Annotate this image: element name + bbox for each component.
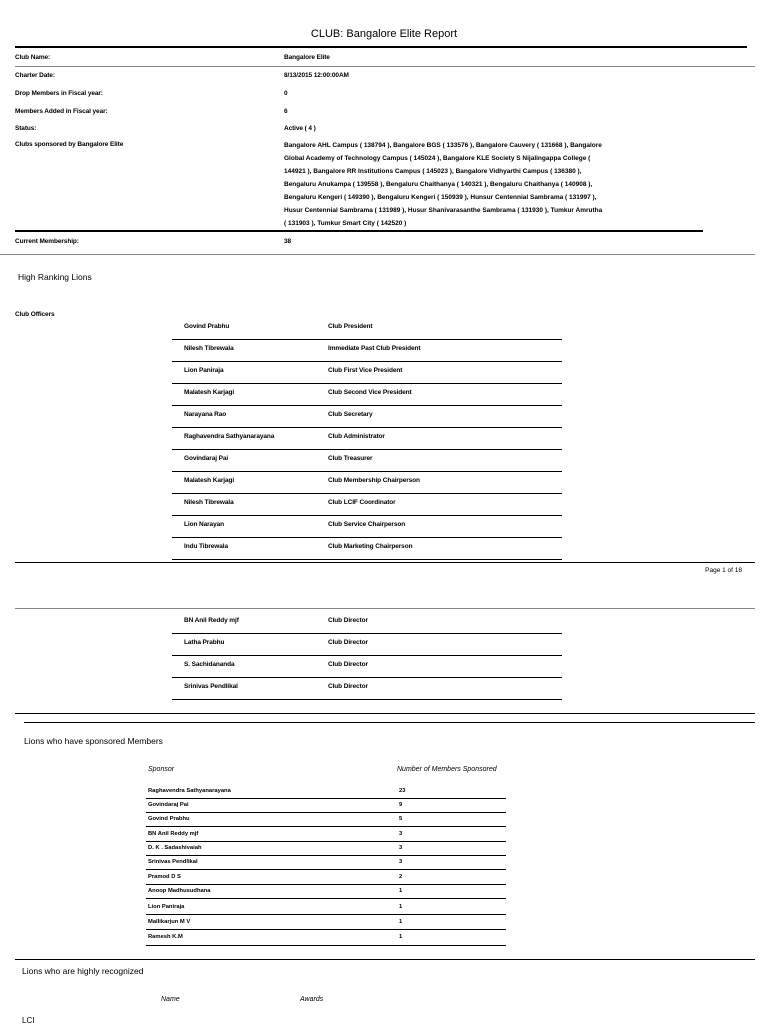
table-row-divider	[146, 929, 506, 930]
director-title: Club Director	[328, 683, 368, 690]
sponsor-count: 3	[399, 859, 403, 865]
sponsored-line: Bengaluru Kengeri ( 149390 ), Bengaluru Kengeri ( 150939 ), Hunsur Centennial Sambrama ( 131997 ),	[284, 194, 597, 201]
officer-title: Club Secretary	[328, 411, 373, 418]
row-divider	[15, 230, 703, 232]
sponsored-line: Bengaluru Anukampa ( 139558 ), Bengaluru Chaithanya ( 140321 ), Bengaluru Chaithanya ( 140908 ),	[284, 181, 593, 188]
table-row-divider	[146, 812, 506, 813]
info-label: Members Added in Fiscal year:	[15, 108, 108, 115]
awards-column-header: Awards	[300, 996, 324, 1003]
info-value: 8/13/2015 12:00:00AM	[284, 72, 349, 79]
table-row-divider	[146, 914, 506, 915]
sponsor-count: 2	[399, 874, 403, 880]
sponsor-name: BN Anil Reddy mjf	[148, 831, 199, 837]
officer-name: Indu Tibrewala	[184, 543, 228, 550]
table-row-divider	[172, 677, 562, 678]
current-membership-label: Current Membership:	[15, 238, 79, 245]
officer-name: Narayana Rao	[184, 411, 227, 418]
sponsor-count: 1	[399, 888, 403, 894]
table-row-divider	[146, 826, 506, 827]
section-divider	[15, 959, 755, 960]
officer-name: Malatesh Karjagi	[184, 389, 235, 396]
table-row-divider	[172, 471, 562, 472]
officer-title: Club Service Chairperson	[328, 521, 406, 528]
sponsored-line: 144921 ), Bangalore RR Institutions Campus ( 145023 ), Bangalore Vidhyarthi Campus ( 136380 ),	[284, 168, 582, 175]
info-value: 6	[284, 108, 288, 115]
count-column-header: Number of Members Sponsored	[397, 766, 497, 773]
officer-name: Malatesh Karjagi	[184, 477, 235, 484]
section-divider	[15, 713, 755, 714]
officer-title: Club President	[328, 323, 373, 330]
current-membership-value: 38	[284, 238, 292, 245]
table-row-divider	[172, 515, 562, 516]
high-ranking-heading: High Ranking Lions	[18, 272, 92, 282]
info-value: Bangalore Elite	[284, 54, 330, 61]
sponsored-members-heading: Lions who have sponsored Members	[24, 736, 163, 746]
officer-name: Nilesh Tibrewala	[184, 345, 234, 352]
officer-name: Govind Prabhu	[184, 323, 230, 330]
table-row-divider	[172, 633, 562, 634]
sponsor-count: 3	[399, 845, 403, 851]
officer-title: Club LCIF Coordinator	[328, 499, 396, 506]
officer-title: Club Treasurer	[328, 455, 373, 462]
officer-title: Club Membership Chairperson	[328, 477, 420, 484]
recognized-heading: Lions who are highly recognized	[22, 966, 144, 976]
table-row-divider	[172, 339, 562, 340]
sponsor-name: Govind Prabhu	[148, 816, 190, 822]
table-row-divider	[146, 945, 506, 946]
sponsor-column-header: Sponsor	[148, 766, 175, 773]
sponsored-line: Bangalore AHL Campus ( 138794 ), Bangalore BGS ( 133576 ), Bangalore Cauvery ( 131668 ), Bangalore	[284, 142, 602, 149]
page-title: CLUB: Bangalore Elite Report	[310, 28, 458, 40]
table-row-divider	[146, 869, 506, 870]
officer-title: Club Administrator	[328, 433, 385, 440]
sponsored-clubs-list	[284, 139, 684, 230]
name-column-header: Name	[161, 996, 180, 1003]
director-name: BN Anil Reddy mjf	[184, 617, 239, 624]
sponsor-name: Ramesh K.M	[148, 934, 183, 940]
table-row-divider	[172, 493, 562, 494]
sponsor-name: Lion Paniraja	[148, 904, 185, 910]
director-title: Club Director	[328, 617, 368, 624]
table-row-divider	[172, 405, 562, 406]
info-label: Charter Date:	[15, 72, 55, 79]
director-title: Club Director	[328, 661, 368, 668]
table-row-divider	[146, 884, 506, 885]
table-row-divider	[172, 699, 562, 700]
info-label: Status:	[15, 125, 37, 132]
table-row-divider	[146, 898, 506, 899]
title-divider	[15, 46, 747, 48]
sponsored-line: ( 131903 ), Tumkur Smart City ( 142520 )	[284, 220, 407, 227]
table-row-divider	[146, 841, 506, 842]
info-value: 0	[284, 90, 288, 97]
officer-title: Immediate Past Club President	[328, 345, 421, 352]
table-row-divider	[172, 537, 562, 538]
section-divider	[24, 722, 755, 723]
info-label: Drop Members in Fiscal year:	[15, 90, 103, 97]
sponsor-count: 23	[399, 788, 406, 794]
table-row-divider	[172, 383, 562, 384]
table-row-divider	[146, 855, 506, 856]
row-divider	[0, 254, 755, 255]
director-name: S. Sachidananda	[184, 661, 235, 668]
officer-name: Govindaraj Pai	[184, 455, 229, 462]
sponsored-line: Husur Centennial Sambrama ( 131989 ), Husur Shanivarasanthe Sambrama ( 131930 ), Tumkur Amrutha	[284, 207, 603, 214]
director-name: Latha Prabhu	[184, 639, 225, 646]
officer-name: Lion Narayan	[184, 521, 224, 528]
table-row-divider	[172, 427, 562, 428]
sponsor-count: 1	[399, 919, 403, 925]
sponsored-line: Global Academy of Technology Campus ( 145024 ), Bangalore KLE Society S Nijalingappa College (	[284, 155, 591, 162]
sponsor-name: Raghavendra Sathyanarayana	[148, 788, 231, 794]
sponsor-name: Govindaraj Pai	[148, 802, 189, 808]
sponsor-count: 5	[399, 816, 403, 822]
table-row-divider	[172, 361, 562, 362]
sponsor-name: D. K . Sadashivaiah	[148, 845, 202, 851]
table-row-divider	[172, 559, 562, 560]
sponsor-count: 1	[399, 904, 403, 910]
officer-name: Raghavendra Sathyanarayana	[184, 433, 275, 440]
officer-name: Nilesh Tibrewala	[184, 499, 234, 506]
director-title: Club Director	[328, 639, 368, 646]
info-label: Clubs sponsored by Bangalore Elite	[15, 141, 124, 148]
officer-title: Club Marketing Chairperson	[328, 543, 413, 550]
sponsor-name: Mallikarjun M V	[148, 919, 191, 925]
officer-title: Club First Vice President	[328, 367, 403, 374]
sponsor-count: 1	[399, 934, 403, 940]
lci-label: LCI	[22, 1016, 35, 1025]
row-divider	[15, 66, 755, 67]
page-footer-divider	[15, 562, 755, 563]
table-row-divider	[146, 798, 506, 799]
director-name: Srinivas Pendlikal	[184, 683, 238, 690]
info-label: Club Name:	[15, 54, 51, 61]
officer-title: Club Second Vice President	[328, 389, 412, 396]
sponsor-count: 9	[399, 802, 403, 808]
table-row-divider	[172, 655, 562, 656]
table-row-divider	[172, 449, 562, 450]
sponsor-name: Pramod D S	[148, 874, 181, 880]
sponsor-count: 3	[399, 831, 403, 837]
page-break-divider	[15, 608, 755, 609]
sponsor-name: Anoop Madhusudhana	[148, 888, 211, 894]
club-officers-label: Club Officers	[15, 311, 55, 318]
page-number: Page 1 of 18	[705, 567, 742, 574]
sponsor-name: Srinivas Pendlikal	[148, 859, 198, 865]
officer-name: Lion Paniraja	[184, 367, 224, 374]
info-value: Active ( 4 )	[284, 125, 316, 132]
